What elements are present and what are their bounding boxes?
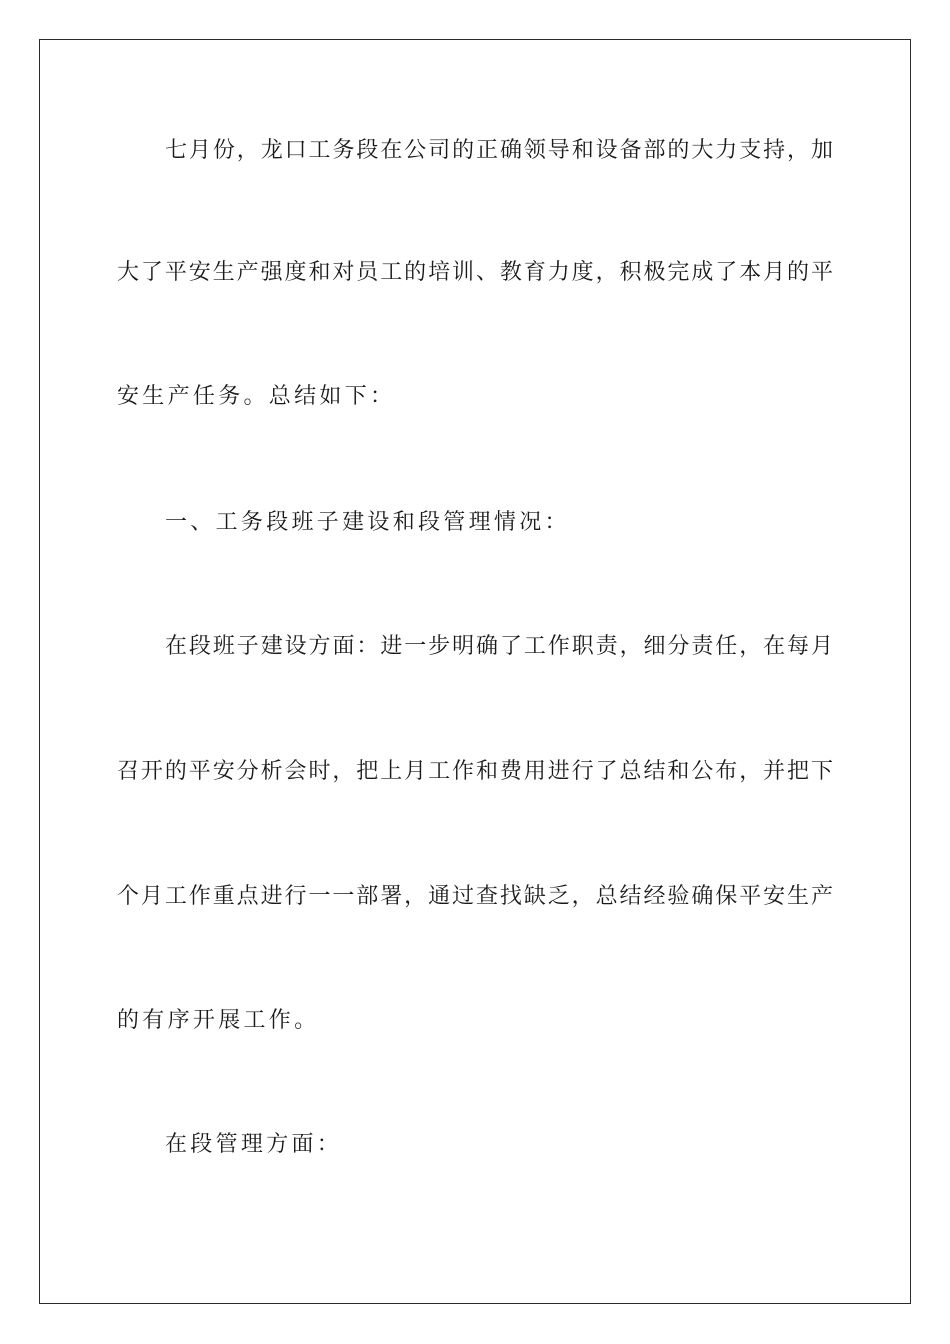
paragraph-1-line-3: 安生产任务。总结如下： — [117, 384, 396, 409]
paragraph-2-line-1: 在段班子建设方面：进一步明确了工作职责，细分责任，在每月 — [165, 634, 833, 659]
paragraph-1-line-1: 七月份，龙口工务段在公司的正确领导和设备部的大力支持，加 — [165, 138, 833, 163]
section-heading-1: 一、工务段班子建设和段管理情况： — [165, 510, 570, 535]
paragraph-2-line-4: 的有序开展工作。 — [117, 1008, 320, 1033]
paragraph-2-line-3: 个月工作重点进行一一部署，通过查找缺乏，总结经验确保平安生产 — [117, 884, 833, 909]
page-border — [39, 39, 911, 1304]
paragraph-2-line-2: 召开的平安分析会时，把上月工作和费用进行了总结和公布，并把下 — [117, 759, 833, 784]
paragraph-3-line-1: 在段管理方面： — [165, 1132, 343, 1157]
paragraph-1-line-2: 大了平安生产强度和对员工的培训、教育力度，积极完成了本月的平 — [117, 260, 833, 285]
